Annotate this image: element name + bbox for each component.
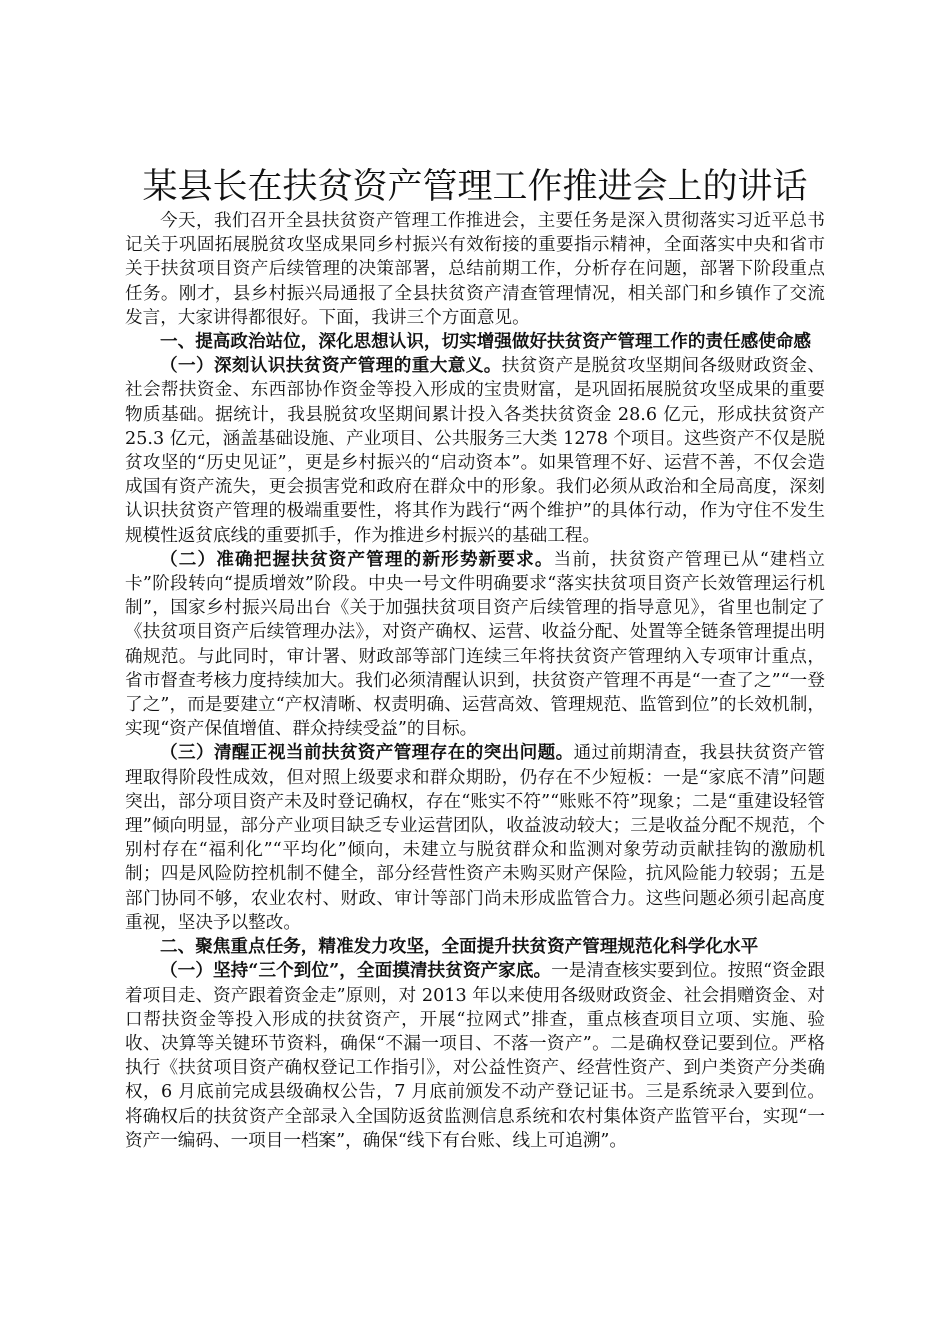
- subheading-1-2: （二）准确把握扶贫资产管理的新形势新要求。: [160, 548, 554, 570]
- subheading-2-1: （一）坚持“三个到位”，全面摸清扶贫资产家底。: [160, 960, 552, 982]
- body-2-1: 一是清查核实要到位。按照“资金跟着项目走、资产跟着资金走”原则，对 2013 年以来使用各级财政资金、社会捐赠资金、对口帮扶资金等投入形成的扶贫资产，开展“拉网式”排查，重点核查项目立项、实施、验收、决算等关键环节资料，确保“不漏一项目、不落一资产”。二是确权登记要到位。严格执行《扶贫项目资产确权登记工作指引》，对公益性资产、经营性资产、到户类资产分类确权，6 月底前完成县级确权公告，7 月底前颁发不动产登记证书。三是系统录入要到位。将确权后的扶贫资产全部录入全国防返贫监测信息系统和农村集体资产监管平台，实现“一资产一编码、一项目一档案”，确保“线下有台账、线上可追溯”。: [125, 961, 825, 1151]
- intro-paragraph: 今天，我们召开全县扶贫资产管理工作推进会，主要任务是深入贯彻落实习近平总书记关于巩固拓展脱贫攻坚成果同乡村振兴有效衔接的重要指示精神，全面落实中央和省市关于扶贫项目资产后续管理的决策部署，总结前期工作，分析存在问题，部署下阶段重点任务。刚才，县乡村振兴局通报了全县扶贫资产清查管理情况，相关部门和乡镇作了交流发言，大家讲得都很好。下面，我讲三个方面意见。: [125, 211, 825, 328]
- section-2-heading: 二、聚焦重点任务，精准发力攻坚，全面提升扶贫资产管理规范化科学化水平: [160, 936, 759, 958]
- section-1-paragraph-3: [125, 741, 825, 935]
- body-1-2: 当前，扶贫资产管理已从“建档立卡”阶段转向“提质增效”阶段。中央一号文件明确要求“落实扶贫项目资产长效管理运行机制”，国家乡村振兴局出台《关于加强扶贫项目资产后续管理的指导意见》，省里也制定了《扶贫项目资产后续管理办法》，对资产确权、运营、收益分配、处置等全链条管理提出明确规范。与此同时，审计署、财政部等部门连续三年将扶贫资产管理纳入专项审计重点，省市督查考核力度持续加大。我们必须清醒认识到，扶贫资产管理不再是“一查了之”“一登了之”，而是要建立“产权清晰、权责明确、运营高效、管理规范、监管到位”的长效机制，实现“资产保值增值、群众持续受益”的目标。: [125, 549, 825, 740]
- section-1-heading: 一、提高政治站位，深化思想认识，切实增强做好扶贫资产管理工作的责任感使命感: [160, 331, 811, 353]
- section-2-paragraph-1: [125, 959, 825, 1153]
- section-1-paragraph-1: [125, 354, 825, 548]
- subheading-1-3: （三）清醒正视当前扶贫资产管理存在的突出问题。: [160, 742, 574, 764]
- document-page: [125, 165, 825, 1153]
- subheading-1-1: （一）深刻认识扶贫资产管理的重大意义。: [160, 355, 502, 377]
- section-1-paragraph-2: [125, 548, 825, 742]
- body-1-1: 扶贫资产是脱贫攻坚期间各级财政资金、社会帮扶资金、东西部协作资金等投入形成的宝贵财富，是巩固拓展脱贫攻坚成果的重要物质基础。据统计，我县脱贫攻坚期间累计投入各类扶贫资金 28.6 亿元，形成扶贫资产 25.3 亿元，涵盖基础设施、产业项目、公共服务三大类 1278 个项目。这些资产不仅是脱贫攻坚的“历史见证”，更是乡村振兴的“启动资本”。如果管理不好、运营不善，不仅会造成国有资产流失，更会损害党和政府在群众中的形象。我们必须从政治和全局高度，深刻认识扶贫资产管理的极端重要性，将其作为践行“两个维护”的具体行动，作为守住不发生规模性返贫底线的重要抓手，作为推进乡村振兴的基础工程。: [125, 356, 825, 546]
- document-title: 某县长在扶贫资产管理工作推进会上的讲话: [142, 167, 808, 207]
- body-1-3: 通过前期清查，我县扶贫资产管理取得阶段性成效，但对照上级要求和群众期盼，仍存在不少短板：一是“家底不清”问题突出，部分项目资产未及时登记确权，存在“账实不符”“账账不符”现象；二是“重建设轻管理”倾向明显，部分产业项目缺乏专业运营团队，收益波动较大；三是收益分配不规范，个别村存在“福利化”“平均化”倾向，未建立与脱贫群众和监测对象劳动贡献挂钩的激励机制；四是风险防控机制不健全，部分经营性资产未购买财产保险，抗风险能力较弱；五是部门协同不够，农业农村、财政、审计等部门尚未形成监管合力。这些问题必须引起高度重视，坚决予以整改。: [125, 743, 825, 933]
